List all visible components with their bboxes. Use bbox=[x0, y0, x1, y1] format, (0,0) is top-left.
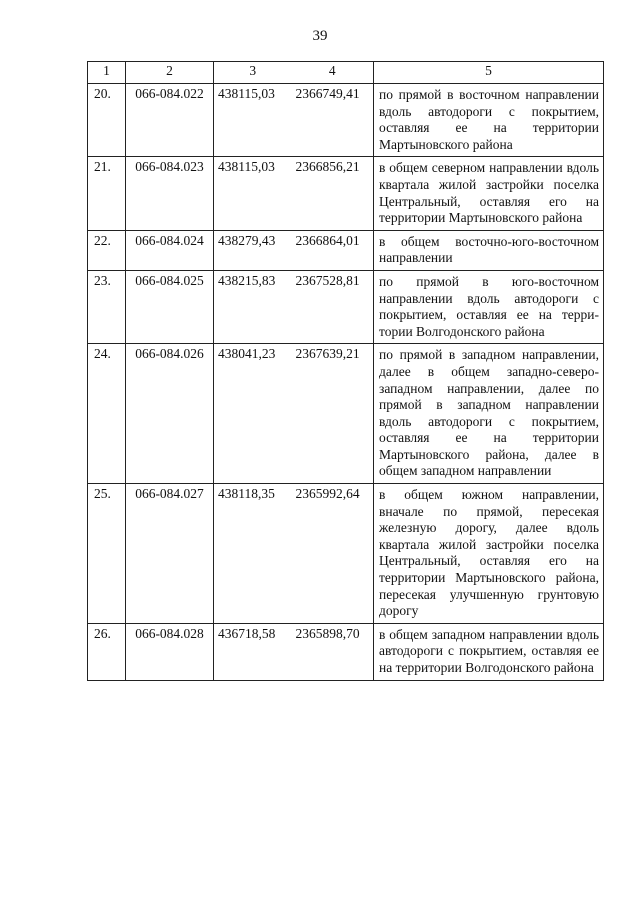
row-number: 21. bbox=[88, 157, 126, 230]
coordinate-x: 436718,58 bbox=[214, 623, 292, 680]
boundary-description: в общем северном направлении вдоль квартала жилой застройки поселка Центральный, оставляя его на территории Мартыновского района bbox=[374, 157, 604, 230]
table-row bbox=[88, 157, 604, 230]
point-code: 066-084.022 bbox=[126, 84, 214, 157]
table-row bbox=[88, 484, 604, 624]
table-row bbox=[88, 270, 604, 343]
column-header-description: 5 bbox=[374, 62, 604, 84]
coordinate-x: 438118,35 bbox=[214, 484, 292, 624]
coordinate-x: 438215,83 bbox=[214, 270, 292, 343]
boundary-description: в общем восточно-юго-восточном направлении bbox=[374, 230, 604, 270]
table-header-row bbox=[88, 62, 604, 84]
column-header-code: 2 bbox=[126, 62, 214, 84]
row-number: 25. bbox=[88, 484, 126, 624]
coordinate-y: 2366856,21 bbox=[292, 157, 374, 230]
table-row bbox=[88, 344, 604, 484]
point-code: 066-084.024 bbox=[126, 230, 214, 270]
point-code: 066-084.027 bbox=[126, 484, 214, 624]
boundary-points-table bbox=[87, 61, 604, 681]
column-header-number: 1 bbox=[88, 62, 126, 84]
row-number: 20. bbox=[88, 84, 126, 157]
row-number: 23. bbox=[88, 270, 126, 343]
coordinate-y: 2367528,81 bbox=[292, 270, 374, 343]
table-row bbox=[88, 623, 604, 680]
coordinate-x: 438115,03 bbox=[214, 157, 292, 230]
coordinate-y: 2365992,64 bbox=[292, 484, 374, 624]
row-number: 22. bbox=[88, 230, 126, 270]
table-row bbox=[88, 84, 604, 157]
page-number: 39 bbox=[312, 28, 328, 44]
coordinate-y: 2366864,01 bbox=[292, 230, 374, 270]
boundary-description: в общем южном направлении, вначале по прямой, пересекая железную дорогу, далее вдоль квартала жилой застройки поселка Центральный, оставляя его на территории Мартыновского района, пересекая улучшенную грунтовую дорогу bbox=[374, 484, 604, 624]
point-code: 066-084.025 bbox=[126, 270, 214, 343]
row-number: 26. bbox=[88, 623, 126, 680]
column-header-x: 3 bbox=[214, 62, 292, 84]
coordinate-y: 2367639,21 bbox=[292, 344, 374, 484]
boundary-description: по прямой в западном направлении, далее в общем западно-северо-западном направлении, далее по прямой в западном направлении вдоль автодороги с покрытием, оставляя ее на территории Мартыновского района, далее в общем западном направлении bbox=[374, 344, 604, 484]
boundary-description: по прямой в восточном направлении вдоль автодороги с покрытием, оставляя ее на территории Мартыновского района bbox=[374, 84, 604, 157]
coordinate-x: 438041,23 bbox=[214, 344, 292, 484]
point-code: 066-084.028 bbox=[126, 623, 214, 680]
boundary-description: по прямой в юго-восточном направлении вдоль автодороги с покрытием, оставляя ее на территории Волгодонского района bbox=[374, 270, 604, 343]
column-header-y: 4 bbox=[292, 62, 374, 84]
point-code: 066-084.023 bbox=[126, 157, 214, 230]
coordinate-x: 438115,03 bbox=[214, 84, 292, 157]
point-code: 066-084.026 bbox=[126, 344, 214, 484]
coordinate-y: 2365898,70 bbox=[292, 623, 374, 680]
coordinate-x: 438279,43 bbox=[214, 230, 292, 270]
row-number: 24. bbox=[88, 344, 126, 484]
coordinate-y: 2366749,41 bbox=[292, 84, 374, 157]
boundary-description: в общем западном направлении вдоль автодороги с покрытием, оставляя ее на территории Волгодонского района bbox=[374, 623, 604, 680]
table-row bbox=[88, 230, 604, 270]
